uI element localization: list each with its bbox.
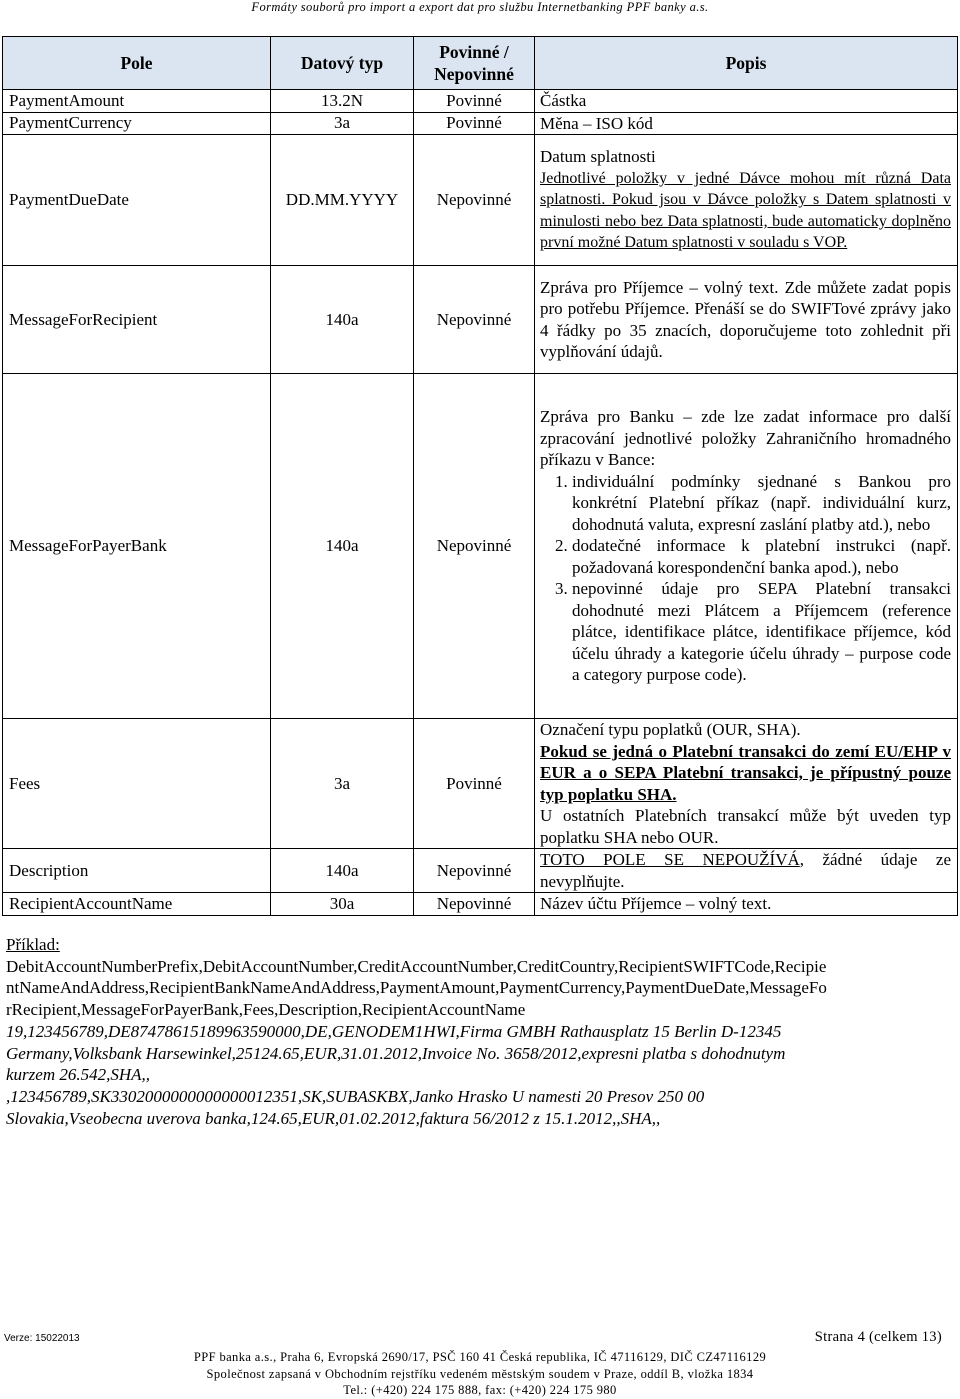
data-type: 140a [271, 266, 414, 374]
data-type: 140a [271, 849, 414, 893]
required-flag: Povinné [414, 112, 535, 135]
description-list [540, 471, 951, 686]
data-type: 3a [271, 719, 414, 849]
example-block [6, 934, 956, 1129]
required-flag: Nepovinné [414, 849, 535, 893]
footer-contact: Tel.: (+420) 224 175 888, fax: (+420) 224 175 980 [343, 1383, 617, 1397]
table-row [3, 374, 958, 719]
description-underlined-text: Jednotlivé položky v jedné Dávce mohou mít různá Data splatnosti. Pokud jsou v Dávce položky s Datem splatnosti v minulosti nebo bez Data splatnosti, bude automaticky doplněno první možné Datum splatnosti v souladu s VOP. [540, 169, 951, 252]
required-flag: Povinné [414, 90, 535, 113]
required-flag: Nepovinné [414, 893, 535, 916]
data-type: 30a [271, 893, 414, 916]
field-name: PaymentAmount [3, 90, 271, 113]
version-label: Verze: 15022013 [4, 1333, 80, 1344]
required-flag: Nepovinné [414, 374, 535, 719]
field-description: Částka [535, 90, 958, 113]
col-header-required: Povinné / Nepovinné [414, 37, 535, 90]
example-line: 19,123456789,DE87478615189963590000,DE,GENODEM1HWI,Firma GMBH Rathausplatz 15 Berlin D-12345 [6, 1021, 782, 1041]
table-row [3, 849, 958, 893]
description-intro: Zpráva pro Banku – zde lze zadat informace pro další zpracování jednotlivé položky Zahraničního hromadného příkazu v Bance: [540, 407, 951, 470]
example-line: ,123456789,SK3302000000000000012351,SK,SUBASKBX,Janko Hrasko U namesti 20 Presov 250 00 [6, 1086, 705, 1106]
field-description [535, 374, 958, 719]
footer-company: PPF banka a.s., Praha 6, Evropská 2690/17, PSČ 160 41 Česká republika, IČ 47116129, DIČ CZ47116129 [193, 1350, 767, 1364]
data-type: 3a [271, 112, 414, 135]
col-header-type: Datový typ [271, 37, 414, 90]
table-row [3, 135, 958, 266]
field-name: PaymentCurrency [3, 112, 271, 135]
description-text: U ostatních Platebních transakcí může být uveden typ poplatku SHA nebo OUR. [540, 806, 951, 847]
field-description [535, 719, 958, 849]
field-description: Měna – ISO kód [535, 112, 958, 135]
example-line: ntNameAndAddress,RecipientBankNameAndAddress,PaymentAmount,PaymentCurrency,PaymentDueDate,MessageFo [6, 978, 827, 998]
description-text: , žádné údaje ze nevyplňujte. [540, 850, 951, 891]
example-label: Příklad: [6, 935, 60, 954]
data-type: DD.MM.YYYY [271, 135, 414, 266]
field-description [535, 135, 958, 266]
required-flag: Nepovinné [414, 266, 535, 374]
data-type: 13.2N [271, 90, 414, 113]
description-underlined-text: Pokud se jedná o Platební transakci do zemí EU/EHP v EUR a o SEPA Platební transakci, je přípustný pouze typ poplatku SHA. [540, 741, 951, 804]
field-description: Zpráva pro Příjemce – volný text. Zde můžete zadat popis pro potřebu Příjemce. Přenáší se do SWIFTové zprávy jako 4 řádky po 35 znacích, doporučujeme toto zohlednit při vyplňování údajů. [535, 266, 958, 374]
example-line: Germany,Volksbank Harsewinkel,25124.65,EUR,31.01.2012,Invoice No. 3658/2012,expresni platba s dohodnutym [6, 1043, 786, 1063]
field-name: MessageForRecipient [3, 266, 271, 374]
description-text: Označení typu poplatků (OUR, SHA). [540, 720, 801, 739]
table-row [3, 719, 958, 849]
list-item: 1. individuální podmínky sjednané s Bankou pro konkrétní Platební příkaz (např. individuální kurz, dohodnutá valuta, expresní zaslání platby atd.), nebo [572, 471, 951, 536]
not-used-notice: TOTO POLE SE NEPOUŽÍVÁ [540, 850, 800, 869]
page-number: Strana 4 (celkem 13) [814, 1329, 942, 1345]
field-name: PaymentDueDate [3, 135, 271, 266]
col-header-field: Pole [3, 37, 271, 90]
field-name: MessageForPayerBank [3, 374, 271, 719]
col-header-description: Popis [535, 37, 958, 90]
field-description [535, 849, 958, 893]
table-row [3, 90, 958, 113]
list-item: 3. nepovinné údaje pro SEPA Platební transakci dohodnuté mezi Plátcem a Příjemcem (reference plátce, identifikace plátce, identifikace příjemce, kód účelu úhrady a kategorie účelu úhrady – purpose code a category purpose code). [572, 578, 951, 686]
list-item: 2. dodatečné informace k platební instrukci (např. požadovaná korespondenční banka apod.), nebo [572, 535, 951, 578]
example-line: rRecipient,MessageForPayerBank,Fees,Description,RecipientAccountName [6, 1000, 526, 1020]
required-flag: Povinné [414, 719, 535, 849]
data-type: 140a [271, 374, 414, 719]
example-line: DebitAccountNumberPrefix,DebitAccountNumber,CreditAccountNumber,CreditCountry,RecipientSWIFTCode,Recipie [6, 956, 827, 976]
example-line: Slovakia,Vseobecna uverova banka,124.65,EUR,01.02.2012,faktura 56/2012 z 15.1.2012,,SHA,, [6, 1108, 661, 1128]
field-spec-table [2, 36, 958, 916]
page-header: Formáty souborů pro import a export dat pro službu Internetbanking PPF banky a.s. [251, 0, 709, 14]
field-name: Fees [3, 719, 271, 849]
table-row [3, 112, 958, 135]
description-text: Datum splatnosti [540, 147, 656, 167]
table-row [3, 893, 958, 916]
field-name: Description [3, 849, 271, 893]
footer-registry: Společnost zapsaná v Obchodním rejstříku vedeném městským soudem v Praze, oddíl B, vložka 1834 [206, 1367, 754, 1381]
field-description: Název účtu Příjemce – volný text. [535, 893, 958, 916]
required-flag: Nepovinné [414, 135, 535, 266]
table-header-row [3, 37, 958, 90]
example-line: kurzem 26.542,SHA,, [6, 1065, 151, 1085]
field-name: RecipientAccountName [3, 893, 271, 916]
table-row [3, 266, 958, 374]
